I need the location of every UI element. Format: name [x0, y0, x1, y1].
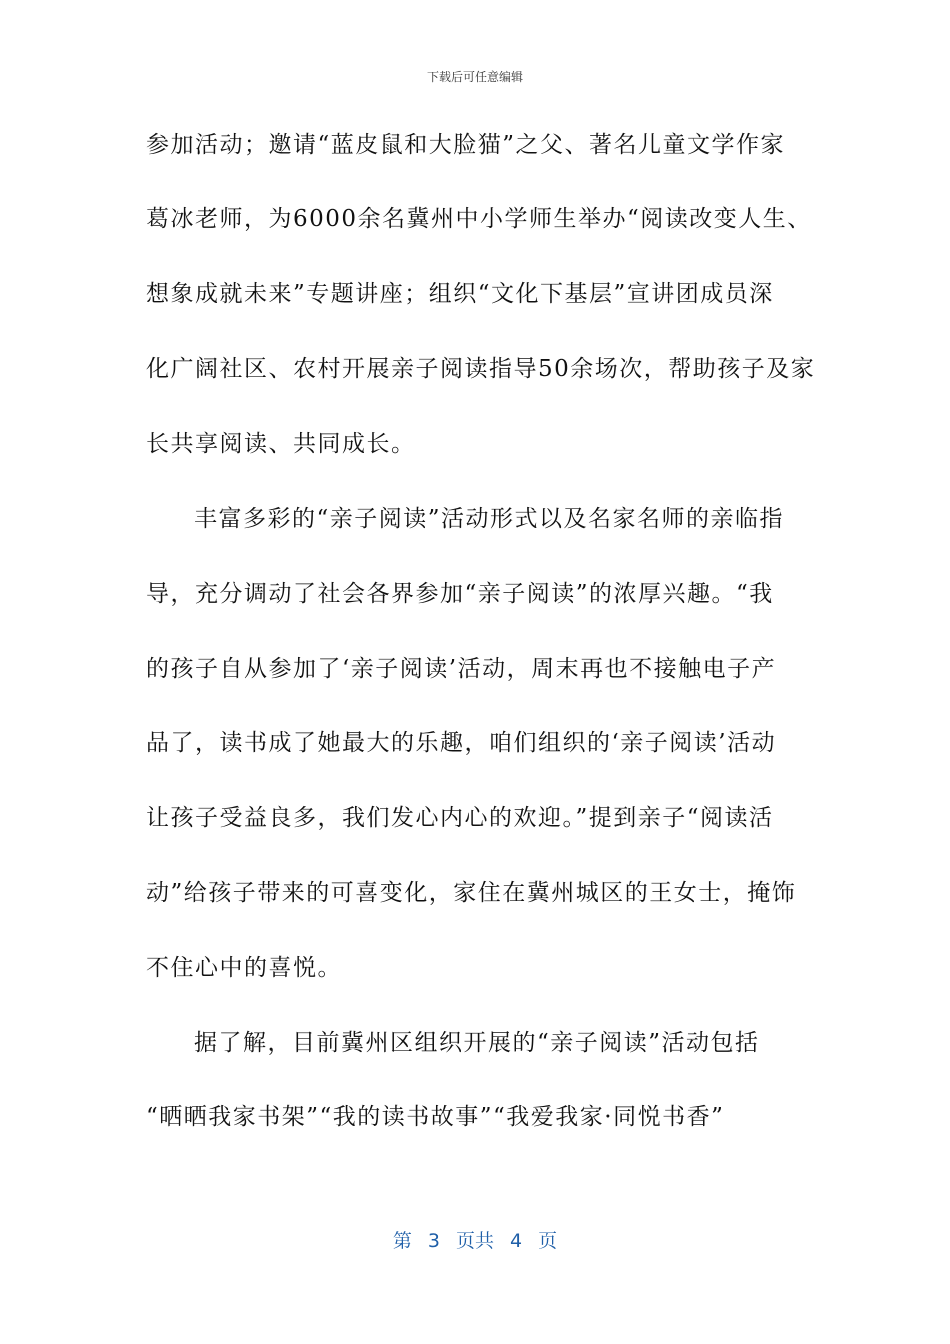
- text-line: 让孩子受益良多，我们发心内心的欢迎。”提到亲子“阅读活: [146, 805, 774, 831]
- text-line: 葛冰老师，为6000余名冀州中小学师生举办“阅读改变人生、: [146, 206, 812, 232]
- page-header: 下载后可任意编辑: [426, 70, 523, 84]
- text-line: 想象成就未来”专题讲座；组织“文化下基层”宣讲团成员深: [146, 281, 774, 307]
- text-line: 长共享阅读、共同成长。: [146, 431, 416, 457]
- page-footer: [0, 1226, 950, 1253]
- text-line: 品了，读书成了她最大的乐趣，咱们组织的‘亲子阅读’活动: [146, 730, 777, 756]
- footer-current-page: 3: [427, 1230, 440, 1252]
- text-line: 的孩子自从参加了‘亲子阅读’活动，周末再也不接触电子产: [146, 656, 777, 682]
- text-line: 参加活动；邀请“蓝皮鼠和大脸猫”之父、著名儿童文学作家: [146, 132, 786, 158]
- footer-total-pages: 4: [510, 1230, 523, 1252]
- text-line: “晒晒我家书架”“我的读书故事”“我爱我家·同悦书香”: [146, 1104, 725, 1130]
- text-line: 据了解，目前冀州区组织开展的“亲子阅读”活动包括: [194, 1030, 760, 1056]
- footer-label-of: 页共: [455, 1230, 494, 1252]
- text-line: 动”给孩子带来的可喜变化，家住在冀州城区的王女士，掩饰: [146, 880, 797, 906]
- text-line: 化广阔社区、农村开展亲子阅读指导50余场次，帮助孩子及家: [146, 356, 816, 382]
- text-line: 不住心中的喜悦。: [146, 955, 342, 981]
- text-line: 丰富多彩的“亲子阅读”活动形式以及名家名师的亲临指: [194, 506, 785, 532]
- text-line: 导，充分调动了社会各界参加“亲子阅读”的浓厚兴趣。“我: [146, 581, 774, 607]
- footer-label-end: 页: [538, 1230, 558, 1252]
- footer-label-page: 第: [392, 1230, 412, 1252]
